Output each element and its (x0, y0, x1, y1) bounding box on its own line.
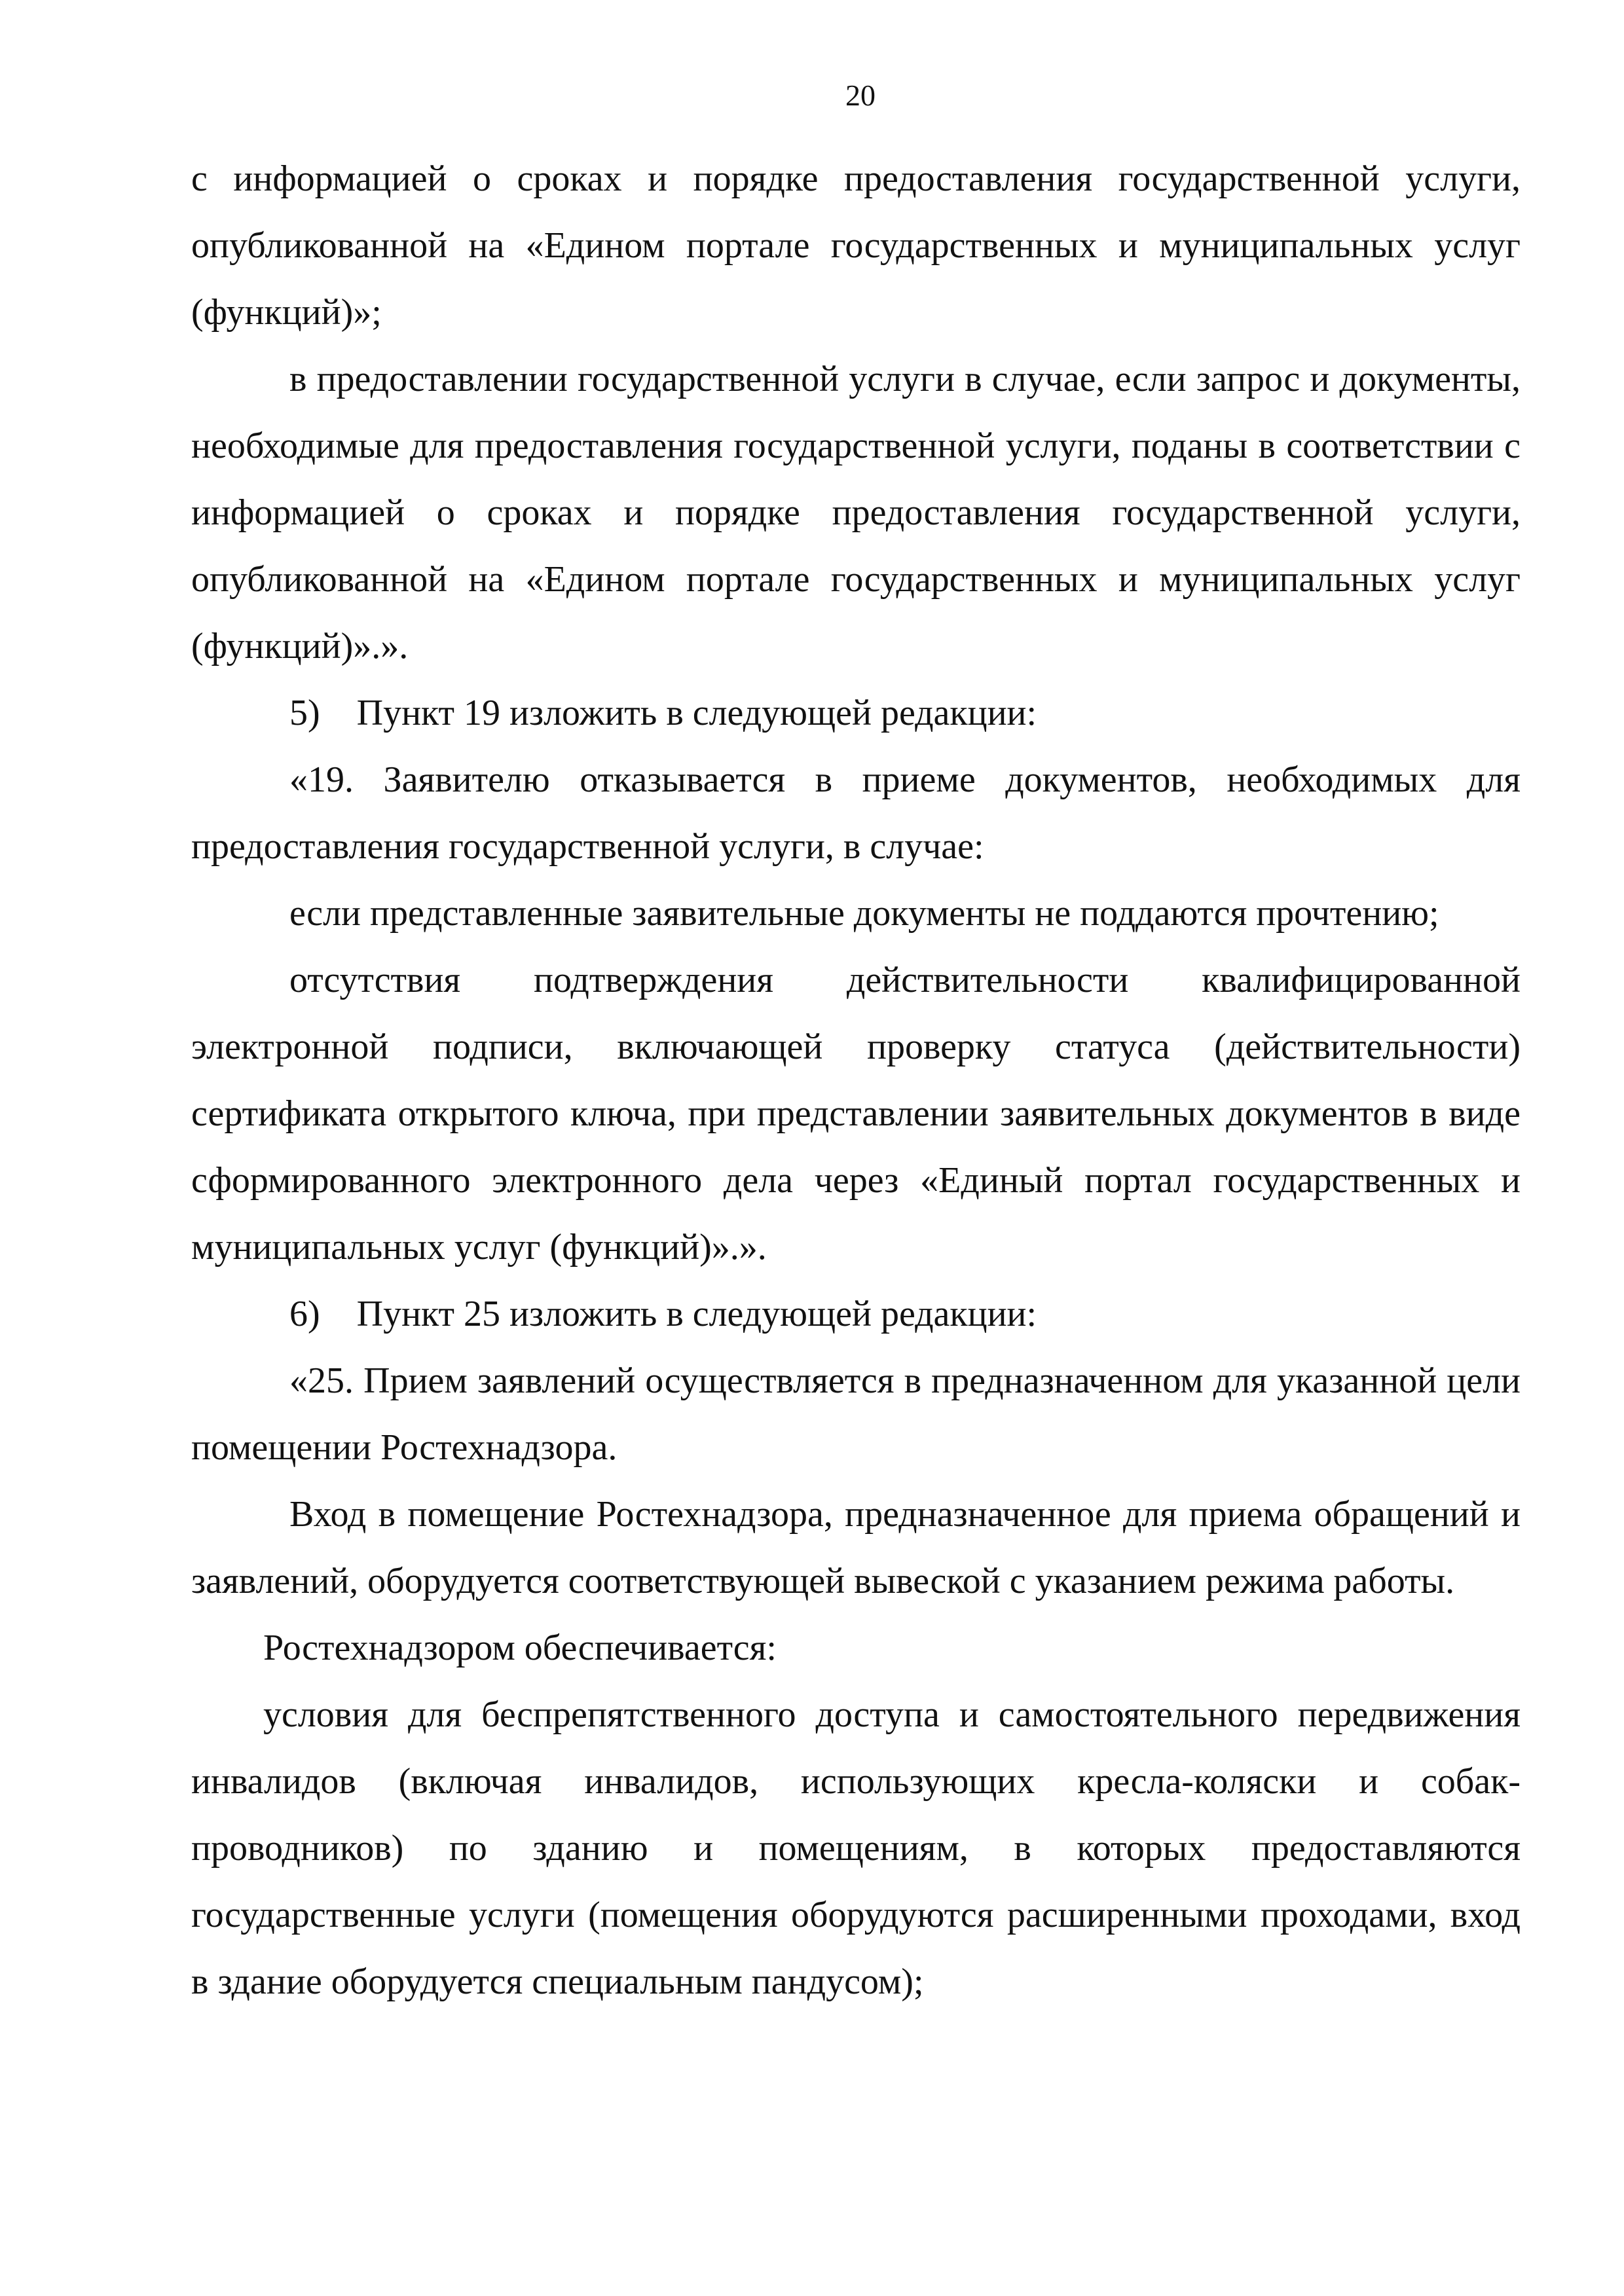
paragraph-1: с информацией о сроках и порядке предоставления государственной услуги, опубликованной на «Едином портале государственных и муниципальных услуг (функций)»; (191, 158, 1521, 333)
document-body (191, 145, 1521, 2015)
paragraph-5: отсутствия подтверждения действительности квалифицированной электронной подписи, включающей проверку статуса (действительности) сертификата открытого ключа, при представлении заявительных документов в виде сформированного электронного дела через «Единый портал государственных и муниципальных услуг (функций)».». (191, 960, 1521, 1267)
paragraph-item-25: «25. Прием заявлений осуществляется в предназначенном для указанной цели помещении Ростехнадзора. (191, 1360, 1521, 1468)
list-item-5: 5) Пункт 19 изложить в следующей редакции: (289, 693, 1037, 733)
paragraph-2: в предоставлении государственной услуги в случае, если запрос и документы, необходимые для предоставления государственной услуги, поданы в соответствии с информацией о сроках и порядке предоставления государственной услуги, опубликованной на «Едином портале государственных и муниципальных услуг (функций)».». (191, 359, 1521, 666)
paragraph-9: условия для беспрепятственного доступа и самостоятельного передвижения инвалидов (включая инвалидов, использующих кресла-коляски и собак-проводников) по зданию и помещениям, в которых предоставляются государственные услуги (помещения оборудуются расширенными проходами, вход в здание оборудуется специальным пандусом); (191, 1694, 1521, 2002)
paragraph-7: Вход в помещение Ростехнадзора, предназначенное для приема обращений и заявлений, оборудуется соответствующей вывеской с указанием режима работы. (191, 1494, 1521, 1601)
page-number: 20 (845, 79, 876, 112)
paragraph-4: если представленные заявительные документы не поддаются прочтению; (289, 893, 1439, 934)
list-item-6: 6) Пункт 25 изложить в следующей редакции: (289, 1294, 1037, 1334)
paragraph-item-19: «19. Заявителю отказывается в приеме документов, необходимых для предоставления государственной услуги, в случае: (191, 759, 1521, 867)
paragraph-8: Ростехнадзором обеспечивается: (263, 1628, 777, 1668)
